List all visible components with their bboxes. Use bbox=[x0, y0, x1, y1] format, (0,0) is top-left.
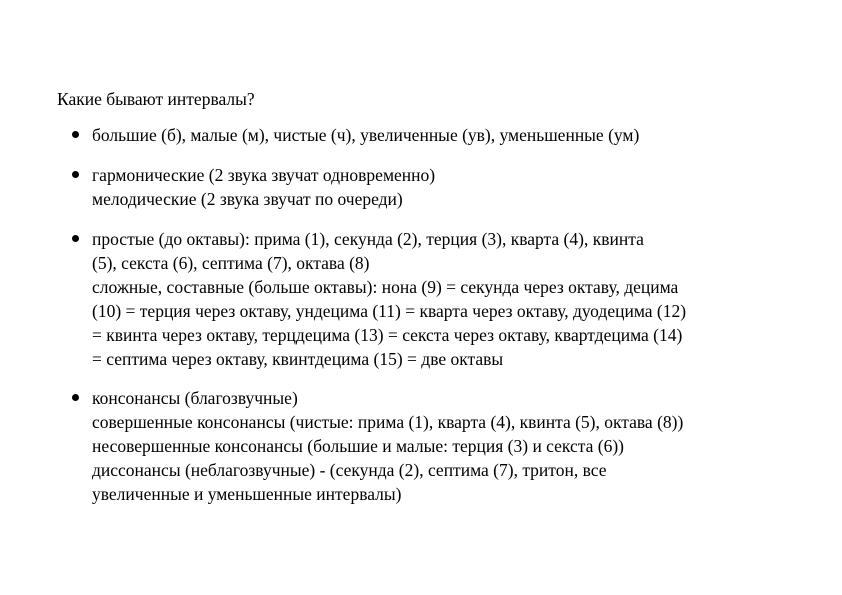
page-heading: Какие бывают интервалы? bbox=[57, 89, 255, 109]
bullet-line: = септима через октаву, квинтдецима (15) = две октавы bbox=[92, 349, 504, 369]
bullet-dot-icon bbox=[72, 131, 79, 138]
bullet-line: сложные, составные (больше октавы): нона (9) = секунда через октаву, децима bbox=[92, 277, 679, 297]
bullet-line: (5), секста (6), септима (7), октава (8) bbox=[92, 253, 370, 273]
bullet-line: диссонансы (неблагозвучные) - (секунда (2), септима (7), тритон, все bbox=[92, 460, 607, 480]
bullet-line: большие (б), малые (м), чистые (ч), увеличенные (ув), уменьшенные (ум) bbox=[92, 125, 640, 145]
bullet-line: консонансы (благозвучные) bbox=[92, 388, 298, 408]
bullet-line: = квинта через октаву, терцдецима (13) = секста через октаву, квартдецима (14) bbox=[92, 325, 683, 345]
bullet-line: совершенные консонансы (чистые: прима (1), кварта (4), квинта (5), октава (8)) bbox=[92, 412, 684, 432]
bullet-line: простые (до октавы): прима (1), секунда (2), терция (3), кварта (4), квинта bbox=[92, 229, 644, 249]
bullet-dot-icon bbox=[72, 171, 79, 178]
bullet-dot-icon bbox=[72, 235, 79, 242]
bullet-line: гармонические (2 звука звучат одновременно) bbox=[92, 165, 436, 185]
bullet-line: (10) = терция через октаву, ундецима (11) = кварта через октаву, дуодецима (12) bbox=[92, 301, 687, 321]
bullet-line: увеличенные и уменьшенные интервалы) bbox=[92, 484, 402, 504]
bullet-dot-icon bbox=[72, 394, 79, 401]
bullet-line: мелодические (2 звука звучат по очереди) bbox=[92, 189, 403, 209]
bullet-line: несовершенные консонансы (большие и малые: терция (3) и секста (6)) bbox=[92, 436, 624, 456]
